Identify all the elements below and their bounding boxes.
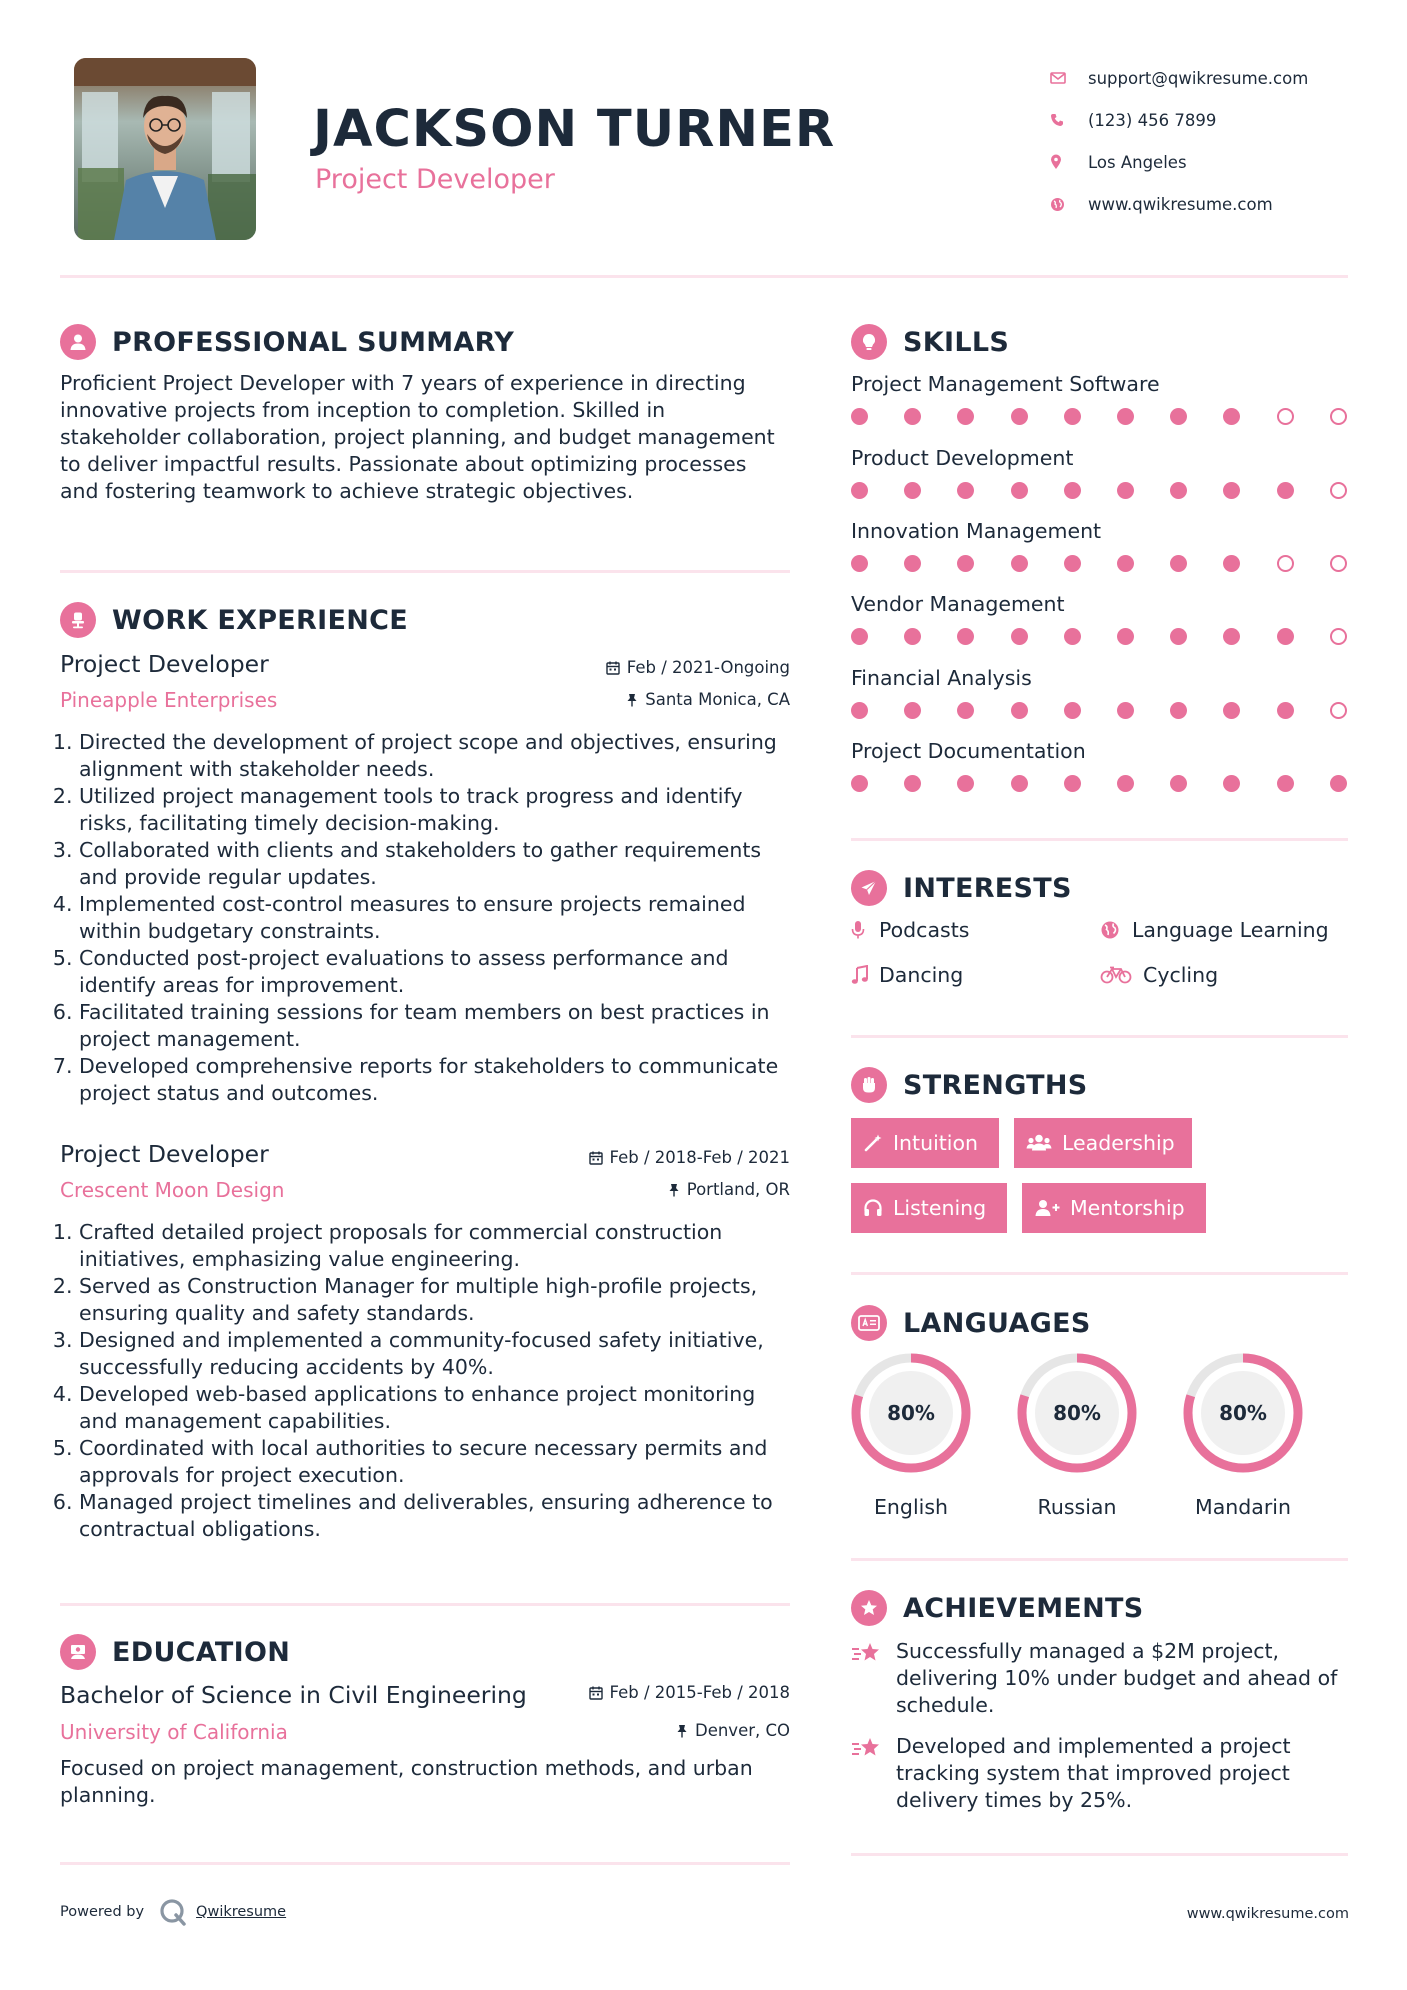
graduation-icon <box>60 1634 96 1670</box>
contact-website-text: www.qwikresume.com <box>1088 194 1273 214</box>
job-1-date <box>606 658 790 677</box>
strengths-heading <box>851 1067 1088 1103</box>
headphones-icon <box>863 1198 883 1218</box>
rating-dot-filled <box>1170 555 1187 572</box>
rating-dot-filled <box>1170 408 1187 425</box>
rating-dot-empty <box>1330 628 1347 645</box>
list-item: 5. Conducted post-project evaluations to assess performance and identify areas for improvement. <box>79 945 795 999</box>
pushpin-icon <box>668 1183 680 1197</box>
header-divider <box>60 275 1348 278</box>
summary-text: Proficient Project Developer with 7 years of experience in directing innovative projects from inception to completion. Skilled in stakeholder collaboration, project planning, and budget management to deliver impactful results. Passionate about optimizing processes and fostering teamwork to achieve strategic objectives. <box>60 371 775 503</box>
strength-label: Intuition <box>893 1131 979 1155</box>
language-name: Mandarin <box>1195 1495 1291 1519</box>
language-name: English <box>873 1495 949 1519</box>
shooting-star-icon <box>851 1638 896 1719</box>
rating-dot-filled <box>957 555 974 572</box>
strengths-heading-text: STRENGTHS <box>903 1069 1088 1101</box>
strengths-divider <box>851 1272 1348 1275</box>
skills-heading-text: SKILLS <box>903 326 1010 358</box>
rating-dot-filled <box>1011 702 1028 719</box>
rating-dot-filled <box>904 408 921 425</box>
microphone-icon <box>851 920 879 940</box>
job-2-company: Crescent Moon Design <box>60 1178 285 1202</box>
rating-dot-filled <box>1170 775 1187 792</box>
list-item: 7. Developed comprehensive reports for stakeholders to communicate project status and outcomes. <box>79 1053 795 1107</box>
language-percent: 80% <box>887 1401 935 1425</box>
music-note-icon <box>851 965 879 985</box>
rating-dot-filled <box>1170 482 1187 499</box>
job-1-date-text: Feb / 2021-Ongoing <box>626 658 790 677</box>
language-item <box>1015 1351 1139 1519</box>
list-item: 6. Facilitated training sessions for team members on best practices in project management. <box>79 999 795 1053</box>
achievement-item <box>851 1638 1361 1719</box>
skills-heading <box>851 324 1009 360</box>
lightbulb-icon <box>851 324 887 360</box>
experience-heading <box>60 602 408 638</box>
rating-dot-filled <box>1223 702 1240 719</box>
job-1-location-text: Santa Monica, CA <box>645 690 790 709</box>
rating-dot-filled <box>1223 482 1240 499</box>
experience-heading-text: WORK EXPERIENCE <box>112 604 408 636</box>
interests-heading-text: INTERESTS <box>903 872 1072 904</box>
language-item <box>849 1351 973 1519</box>
rating-dot-filled <box>1011 555 1028 572</box>
skill-name: Product Development <box>851 446 1074 470</box>
education-divider <box>60 1862 790 1865</box>
education-location-text: Denver, CO <box>694 1721 790 1740</box>
bicycle-icon <box>1100 966 1143 984</box>
contact-location-text: Los Angeles <box>1088 152 1187 172</box>
education-date <box>589 1683 790 1702</box>
rating-dot-filled <box>851 775 868 792</box>
footer-powered-by <box>60 1897 286 1927</box>
strength-label: Leadership <box>1062 1131 1175 1155</box>
rating-dot-filled <box>1277 702 1294 719</box>
job-2-bullets <box>60 1219 795 1543</box>
education-date-text: Feb / 2015-Feb / 2018 <box>609 1683 790 1702</box>
globe-icon <box>1100 920 1132 940</box>
achievement-text: Developed and implemented a project tracking system that improved project delivery times by 25%. <box>896 1734 1291 1812</box>
rating-dot-empty <box>1330 555 1347 572</box>
envelope-icon <box>1050 72 1088 84</box>
rating-dot-filled <box>1117 408 1134 425</box>
skill-name: Project Documentation <box>851 739 1086 763</box>
skill-rating <box>851 408 1351 428</box>
powered-by-text: Powered by <box>60 1904 145 1920</box>
rating-dot-filled <box>1330 775 1347 792</box>
skill-rating <box>851 775 1351 795</box>
list-item: 4. Developed web-based applications to enhance project monitoring and management capabilities. <box>79 1381 795 1435</box>
list-item: 3. Designed and implemented a community-focused safety initiative, successfully reducing accidents by 40%. <box>79 1327 795 1381</box>
globe-icon <box>1050 197 1088 212</box>
rating-dot-filled <box>1117 702 1134 719</box>
summary-divider <box>60 570 790 573</box>
rating-dot-filled <box>957 775 974 792</box>
language-ring <box>1181 1351 1305 1475</box>
rating-dot-filled <box>1223 628 1240 645</box>
job-2-date-text: Feb / 2018-Feb / 2021 <box>609 1148 790 1167</box>
interest-label: Cycling <box>1143 963 1219 987</box>
rating-dot-filled <box>1064 775 1081 792</box>
fist-icon <box>851 1067 887 1103</box>
candidate-title: Project Developer <box>315 164 555 195</box>
languages-heading <box>851 1305 1091 1341</box>
rating-dot-empty <box>1330 482 1347 499</box>
rating-dot-filled <box>851 628 868 645</box>
briefcase-chair-icon <box>60 602 96 638</box>
interest-language-learning <box>1100 918 1329 942</box>
rating-dot-filled <box>957 702 974 719</box>
interest-dancing <box>851 963 963 987</box>
skill-rating <box>851 628 1351 648</box>
contact-website[interactable] <box>1050 183 1370 225</box>
calendar-icon <box>589 1151 603 1165</box>
language-percent: 80% <box>1053 1401 1101 1425</box>
skill-name: Financial Analysis <box>851 666 1032 690</box>
star-badge-icon <box>851 1590 887 1626</box>
achievements-divider <box>851 1853 1348 1856</box>
rating-dot-filled <box>1011 408 1028 425</box>
rating-dot-filled <box>904 482 921 499</box>
skill-name: Project Management Software <box>851 372 1160 396</box>
language-item <box>1181 1351 1305 1519</box>
rating-dot-filled <box>1064 702 1081 719</box>
list-item: 2. Utilized project management tools to track progress and identify risks, facilitating timely decision-making. <box>79 783 795 837</box>
language-name: Russian <box>1037 1495 1117 1519</box>
job-1-bullets <box>60 729 795 1107</box>
rating-dot-filled <box>1064 408 1081 425</box>
language-percent: 80% <box>1219 1401 1267 1425</box>
rating-dot-filled <box>957 408 974 425</box>
job-1-location <box>626 690 790 709</box>
profile-photo <box>74 58 256 240</box>
rating-dot-filled <box>1170 702 1187 719</box>
interest-label: Dancing <box>879 963 964 987</box>
job-2-location-text: Portland, OR <box>686 1180 790 1199</box>
education-degree: Bachelor of Science in Civil Engineering <box>60 1681 527 1709</box>
job-2-date <box>589 1148 790 1167</box>
candidate-name: JACKSON TURNER <box>313 100 836 159</box>
job-1-company: Pineapple Enterprises <box>60 688 278 712</box>
rating-dot-filled <box>1223 408 1240 425</box>
achievements-heading-text: ACHIEVEMENTS <box>903 1592 1144 1624</box>
contact-block <box>1050 57 1370 225</box>
rating-dot-filled <box>904 628 921 645</box>
skills-divider <box>851 838 1348 841</box>
experience-divider <box>60 1603 790 1606</box>
rating-dot-filled <box>1117 555 1134 572</box>
rating-dot-filled <box>957 482 974 499</box>
qwikresume-link[interactable]: Qwikresume <box>196 1904 287 1920</box>
pushpin-icon <box>626 693 638 707</box>
interests-heading <box>851 870 1072 906</box>
rating-dot-filled <box>851 702 868 719</box>
paper-plane-icon <box>851 870 887 906</box>
rating-dot-filled <box>851 408 868 425</box>
rating-dot-filled <box>957 628 974 645</box>
achievement-text: Successfully managed a $2M project, delivering 10% under budget and ahead of schedule. <box>896 1639 1338 1717</box>
users-icon <box>1026 1133 1052 1153</box>
education-location <box>676 1721 790 1740</box>
rating-dot-filled <box>1011 482 1028 499</box>
magic-wand-icon <box>863 1133 883 1153</box>
rating-dot-empty <box>1277 555 1294 572</box>
skill-name: Vendor Management <box>851 592 1065 616</box>
rating-dot-empty <box>1277 408 1294 425</box>
contact-email[interactable] <box>1050 57 1370 99</box>
user-plus-icon <box>1034 1198 1060 1218</box>
rating-dot-filled <box>1064 482 1081 499</box>
list-item: 1. Directed the development of project scope and objectives, ensuring alignment with stakeholder needs. <box>79 729 795 783</box>
interest-podcasts <box>851 918 969 942</box>
achievements-heading <box>851 1590 1144 1626</box>
rating-dot-empty <box>1330 408 1347 425</box>
rating-dot-filled <box>1011 628 1028 645</box>
qwikresume-logo-icon <box>158 1897 188 1927</box>
job-2-title: Project Developer <box>60 1140 269 1168</box>
rating-dot-filled <box>1170 628 1187 645</box>
footer-website[interactable]: www.qwikresume.com <box>1186 1906 1349 1922</box>
interest-label: Language Learning <box>1132 918 1329 942</box>
list-item: 4. Implemented cost-control measures to ensure projects remained within budgetary constraints. <box>79 891 795 945</box>
interests-divider <box>851 1035 1348 1038</box>
rating-dot-filled <box>904 555 921 572</box>
language-ring <box>849 1351 973 1475</box>
job-1-title: Project Developer <box>60 650 269 678</box>
rating-dot-filled <box>1277 775 1294 792</box>
strength-label: Mentorship <box>1070 1196 1185 1220</box>
job-2-location <box>668 1180 790 1199</box>
strength-label: Listening <box>893 1196 987 1220</box>
rating-dot-filled <box>1117 482 1134 499</box>
languages-divider <box>851 1558 1348 1561</box>
languages-heading-text: LANGUAGES <box>903 1307 1091 1339</box>
strength-listening <box>851 1183 1007 1233</box>
strength-intuition <box>851 1118 999 1168</box>
contact-location <box>1050 141 1370 183</box>
rating-dot-filled <box>1277 628 1294 645</box>
contact-phone[interactable] <box>1050 99 1370 141</box>
list-item: 5. Coordinated with local authorities to secure necessary permits and approvals for project execution. <box>79 1435 795 1489</box>
calendar-icon <box>606 661 620 675</box>
achievement-item <box>851 1733 1361 1814</box>
rating-dot-empty <box>1330 702 1347 719</box>
rating-dot-filled <box>1117 775 1134 792</box>
list-item: 2. Served as Construction Manager for multiple high-profile projects, ensuring quality and safety standards. <box>79 1273 795 1327</box>
rating-dot-filled <box>851 555 868 572</box>
summary-heading-text: PROFESSIONAL SUMMARY <box>112 326 515 358</box>
skill-rating <box>851 555 1351 575</box>
list-item: 6. Managed project timelines and deliverables, ensuring adherence to contractual obligations. <box>79 1489 795 1543</box>
education-school: University of California <box>60 1720 288 1744</box>
language-ring <box>1015 1351 1139 1475</box>
rating-dot-filled <box>1223 775 1240 792</box>
education-heading <box>60 1634 290 1670</box>
phone-icon <box>1050 113 1088 127</box>
calendar-icon <box>589 1686 603 1700</box>
education-text: Focused on project management, construction methods, and urban planning. <box>60 1756 753 1807</box>
language-card-icon <box>851 1305 887 1341</box>
summary-heading <box>60 324 514 360</box>
contact-phone-text: (123) 456 7899 <box>1088 110 1217 130</box>
strength-mentorship <box>1022 1183 1206 1233</box>
rating-dot-filled <box>1064 555 1081 572</box>
interest-cycling <box>1100 963 1218 987</box>
map-pin-icon <box>1050 154 1088 170</box>
education-heading-text: EDUCATION <box>112 1636 291 1668</box>
user-icon <box>60 324 96 360</box>
rating-dot-filled <box>1011 775 1028 792</box>
list-item: 1. Crafted detailed project proposals for commercial construction initiatives, emphasizing value engineering. <box>79 1219 795 1273</box>
rating-dot-filled <box>904 702 921 719</box>
skill-rating <box>851 482 1351 502</box>
strength-leadership <box>1014 1118 1192 1168</box>
pushpin-icon <box>676 1724 688 1738</box>
interest-label: Podcasts <box>879 918 970 942</box>
skill-rating <box>851 702 1351 722</box>
rating-dot-filled <box>1064 628 1081 645</box>
rating-dot-filled <box>1223 555 1240 572</box>
shooting-star-icon <box>851 1733 896 1814</box>
skill-name: Innovation Management <box>851 519 1102 543</box>
rating-dot-filled <box>1117 628 1134 645</box>
rating-dot-filled <box>851 482 868 499</box>
contact-email-text: support@qwikresume.com <box>1088 68 1309 88</box>
rating-dot-filled <box>1277 482 1294 499</box>
list-item: 3. Collaborated with clients and stakeholders to gather requirements and provide regular updates. <box>79 837 795 891</box>
rating-dot-filled <box>904 775 921 792</box>
